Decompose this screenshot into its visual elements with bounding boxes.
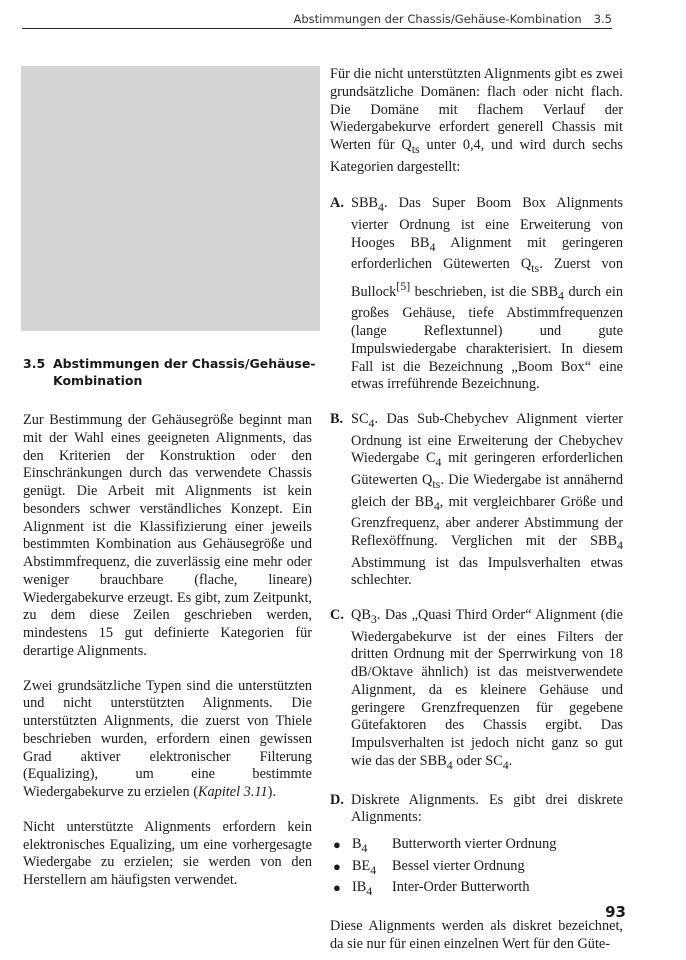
header-chapter-title: Abstimmungen der Chassis/Gehäuse-Kombination: [293, 12, 582, 26]
list-item-c: C. $QB_3$. Das „Quasi Third Order“ Alignment (die Wiedergabekurve ist der eines Filters der dritten Ordnung mit der Sperrwirkung von 18 dB/Oktave ähnlich) ist das meistverwendete Alignment, da es kleinere Gehäuse und geringere Grenzfrequenzen für gegebene Gütefaktoren des Chassis ergibt. Das Impulsverhalten ist jedoch nicht ganz so gut wie das der $SBB_4$ oder $SC_4$.: [330, 607, 623, 772]
section-title-line2: Kombination: [53, 373, 143, 388]
right-column: [330, 66, 623, 953]
bullet-item: ● $IB_4$ Inter-Order Butterworth: [333, 879, 530, 899]
bullet-item: ● $BE_4$ Bessel vierter Ordnung: [333, 857, 525, 877]
bullet-list: [330, 836, 623, 901]
header-section-number: 3.5: [593, 12, 612, 26]
section-heading: [23, 355, 323, 389]
section-title-line1: Abstimmungen der Chassis/Gehäuse-: [53, 356, 316, 371]
list-item-b: B. $SC_4$. Das Sub-Chebychev Alignment vierter Ordnung ist eine Erweiterung der Chebychev Wiedergabe $C_4$ mit geringeren erforderlichen Gütewerten $Q_{ts}$. Die Wiedergabe ist annähernd gleich der $BB_4$, mit vergleichbarer Größe und Grenzfrequenz, aber anderer Abstimmung der Reflexöffnung. Verglichen mit der $SBB_4$ Abstimmung ist das Impulsverhalten etwas schlechter.: [330, 411, 623, 589]
left-column: [23, 412, 312, 890]
bullet-icon: ●: [333, 880, 341, 896]
citation: [5]: [396, 278, 411, 293]
paragraph: Zwei grundsätzliche Typen sind die unterstützten und nicht unterstützten Alignments. Die unterstützten Alignments, die zuerst von Thiele beschrieben wurden, erfordern einen gewissen Grad aktiver elektronischer Filterung (Equalizing), um eine bestimmte Wiedergabekurve zu erzielen (Kapitel 3.11).: [23, 677, 312, 800]
paragraph: Nicht unterstützte Alignments erfordern kein elektronisches Equalizing, um eine vorhergesagte Wiedergabe zu erzielen; sie werden von den Herstellern am häufigsten verwendet.: [23, 818, 312, 888]
list-item-d: D. Diskrete Alignments. Es gibt drei diskrete Alignments:: [330, 791, 623, 826]
running-header: [22, 3, 612, 29]
list-item-a: A. $SBB_4$. Das Super Boom Box Alignments vierter Ordnung ist eine Erweiterung von Hooges $BB_4$ Alignment mit geringeren erforderlichen Gütewerten $Q_{ts}$. Zuerst von Bullock[5] beschrieben, ist die $SBB_4$ durch ein großes Gehäuse, tiefe Abstimmfrequenzen (lange Reflextunnel) und gute Impulswiedergabe charakterisiert. In diesem Fall ist die Bezeichnung „Boom Box“ eine etwas irreführende Bezeichnung.: [330, 195, 623, 393]
figure-placeholder: [21, 66, 320, 331]
section-number: 3.5: [23, 356, 46, 371]
paragraph: Für die nicht unterstützten Alignments gibt es zwei grundsätzliche Domänen: flach oder nicht flach. Die Domäne mit flachem Verlauf der Wiedergabekurve erfordert generell Chassis mit Werten für $Q_{ts}$ unter 0,4, und wird durch sechs Kategorien dargestellt:: [330, 66, 623, 175]
bullet-icon: ●: [333, 837, 341, 853]
chapter-reference: Kapitel 3.11: [198, 784, 268, 800]
paragraph: Zur Bestimmung der Gehäusegröße beginnt man mit der Wahl eines geeigneten Alignments, das den Kriterien der Konstruktion oder den Einschränkungen durch das verwendete Chassis genügt. Die Arbeit mit Alignments ist kein besonders schwer verständliches Konzept. Ein Alignment ist die Klassifizierung einer jeweils bestimmten Kombination aus Gehäusegröße und Abstimmfrequenz, die zuverlässig eine mehr oder weniger brauchbare (flache, lineare) Wiedergabekurve erzeugt. Es gibt, zum Zeitpunkt, zu dem diese Zeilen geschrieben werden, mindestens 15 gut definierte Kategorien für derartige Alignments.: [23, 412, 312, 659]
paragraph: Diese Alignments werden als diskret bezeichnet, da sie nur für einen einzelnen Wert für den Güte-: [330, 917, 623, 952]
bullet-icon: ●: [333, 858, 341, 874]
bullet-item: ● $B_4$ Butterworth vierter Ordnung: [333, 836, 557, 855]
page-number: 93: [605, 903, 626, 921]
